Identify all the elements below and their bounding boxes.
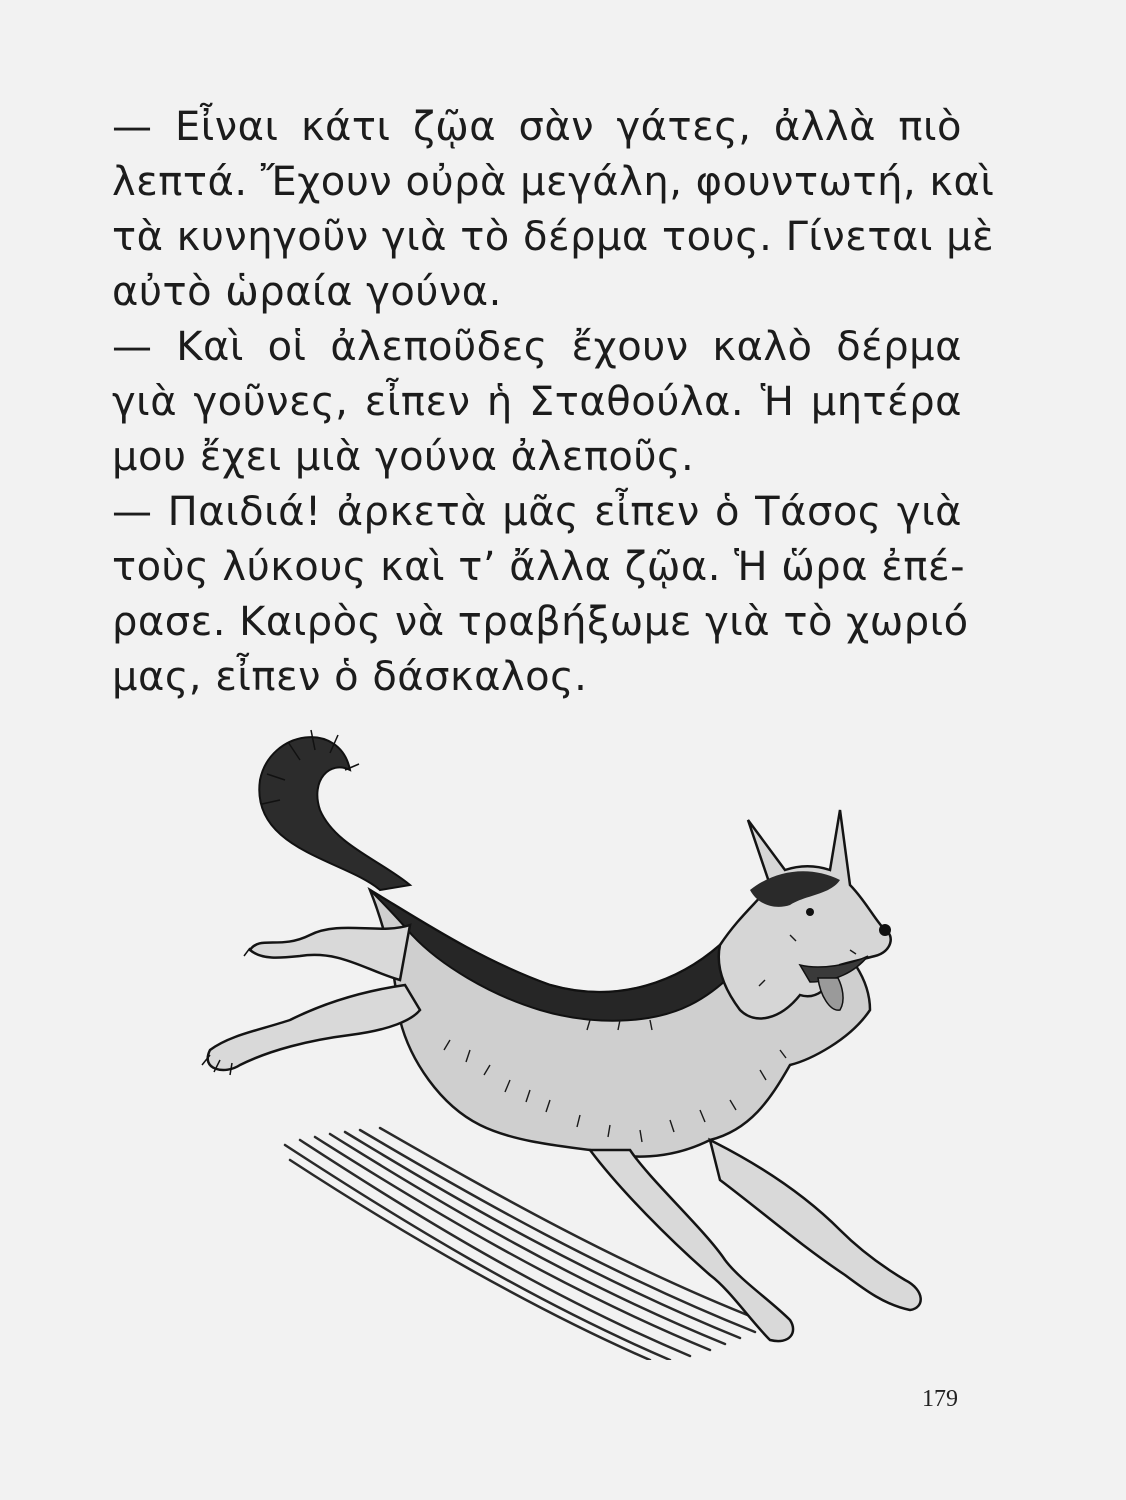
text-line: τὰ κυνηγοῦν γιὰ τὸ δέρμα τους. Γίνεται μὲ (112, 214, 995, 260)
eye (806, 908, 814, 916)
text-line: γιὰ γοῦνες, εἶπεν ἡ Σταθούλα. Ἡ μητέρα (112, 379, 962, 425)
tail (259, 737, 410, 890)
hind-leg-lower (208, 985, 420, 1070)
nose (879, 924, 891, 936)
running-dog-illustration (150, 720, 950, 1360)
page-number: 179 (922, 1386, 958, 1412)
hind-leg-upper (250, 925, 410, 980)
text-line: — Παιδιά! ἀρκετὰ μᾶς εἶπεν ὁ Τάσος γιὰ (112, 489, 962, 535)
text-line: λεπτά. Ἔχουν οὐρὰ μεγάλη, φουντωτή, καὶ (112, 159, 995, 205)
text-line: μας, εἶπεν ὁ δάσκαλος. (112, 654, 588, 700)
text-line: αὐτὸ ὡραία γούνα. (112, 269, 502, 315)
story-text (112, 100, 995, 705)
text-line: — Καὶ οἱ ἀλεποῦδες ἔχουν καλὸ δέρμα (112, 324, 962, 370)
text-line: ρασε. Καιρὸς νὰ τραβήξωμε γιὰ τὸ χωριό (112, 599, 969, 645)
text-line: μου ἔχει μιὰ γούνα ἀλεποῦς. (112, 434, 695, 480)
text-line: — Εἶναι κάτι ζῷα σὰν γάτες, ἀλλὰ πιὸ (112, 104, 962, 150)
text-line: τοὺς λύκους καὶ τ’ ἄλλα ζῷα. Ἡ ὥρα ἐπέ- (112, 544, 965, 590)
